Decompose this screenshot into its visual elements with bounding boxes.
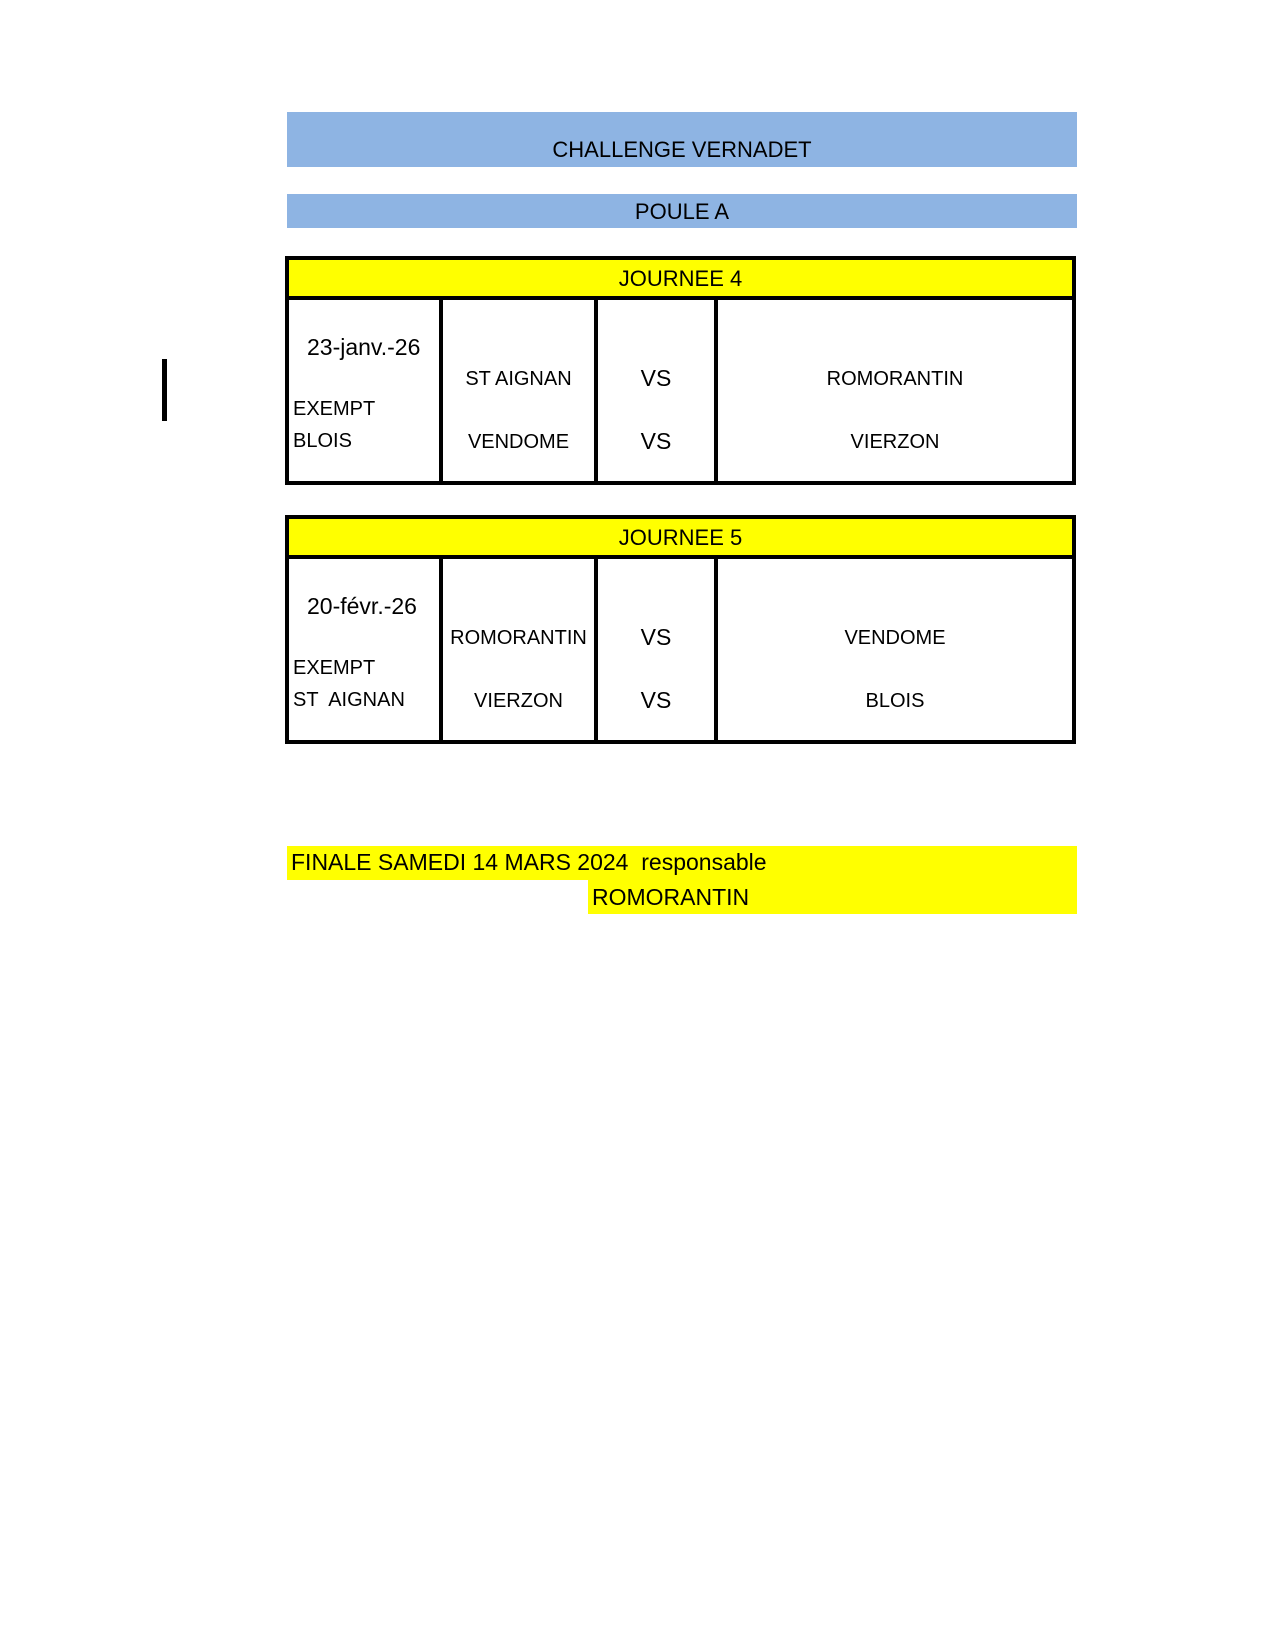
vs-label: VS <box>640 365 672 391</box>
text-cursor-bar <box>162 359 167 421</box>
finale-line-1 <box>287 846 1077 880</box>
exempt-label: EXEMPT <box>293 398 376 420</box>
journee-4-table <box>285 256 1076 485</box>
vs-label: VS <box>640 687 672 713</box>
home-team: ST AIGNAN <box>465 368 572 390</box>
away-team: VIERZON <box>850 431 940 453</box>
finale-text: FINALE SAMEDI 14 MARS 2024 responsable <box>291 849 767 875</box>
journee-5-table <box>285 515 1076 744</box>
exempt-team: ST AIGNAN <box>293 689 405 711</box>
vs-label: VS <box>640 428 672 454</box>
away-team: ROMORANTIN <box>826 368 964 390</box>
journee-header: JOURNEE 4 <box>289 260 1072 300</box>
poule-band <box>287 194 1077 228</box>
vs-label: VS <box>640 624 672 650</box>
page-title: CHALLENGE VERNADET <box>552 137 812 162</box>
match-date: 20-févr.-26 <box>307 593 417 619</box>
exempt-label: EXEMPT <box>293 657 376 679</box>
away-team: BLOIS <box>865 690 925 712</box>
match-date: 23-janv.-26 <box>307 334 421 360</box>
away-team: VENDOME <box>844 627 946 649</box>
journee-header: JOURNEE 5 <box>289 519 1072 559</box>
title-band <box>287 112 1077 167</box>
home-team: VIERZON <box>474 690 563 712</box>
finale-line-2 <box>588 880 1077 914</box>
home-team: VENDOME <box>467 431 570 453</box>
poule-label: POULE A <box>634 199 730 224</box>
exempt-team: BLOIS <box>293 430 352 452</box>
finale-responsable: ROMORANTIN <box>592 884 750 910</box>
home-team: ROMORANTIN <box>450 627 587 649</box>
